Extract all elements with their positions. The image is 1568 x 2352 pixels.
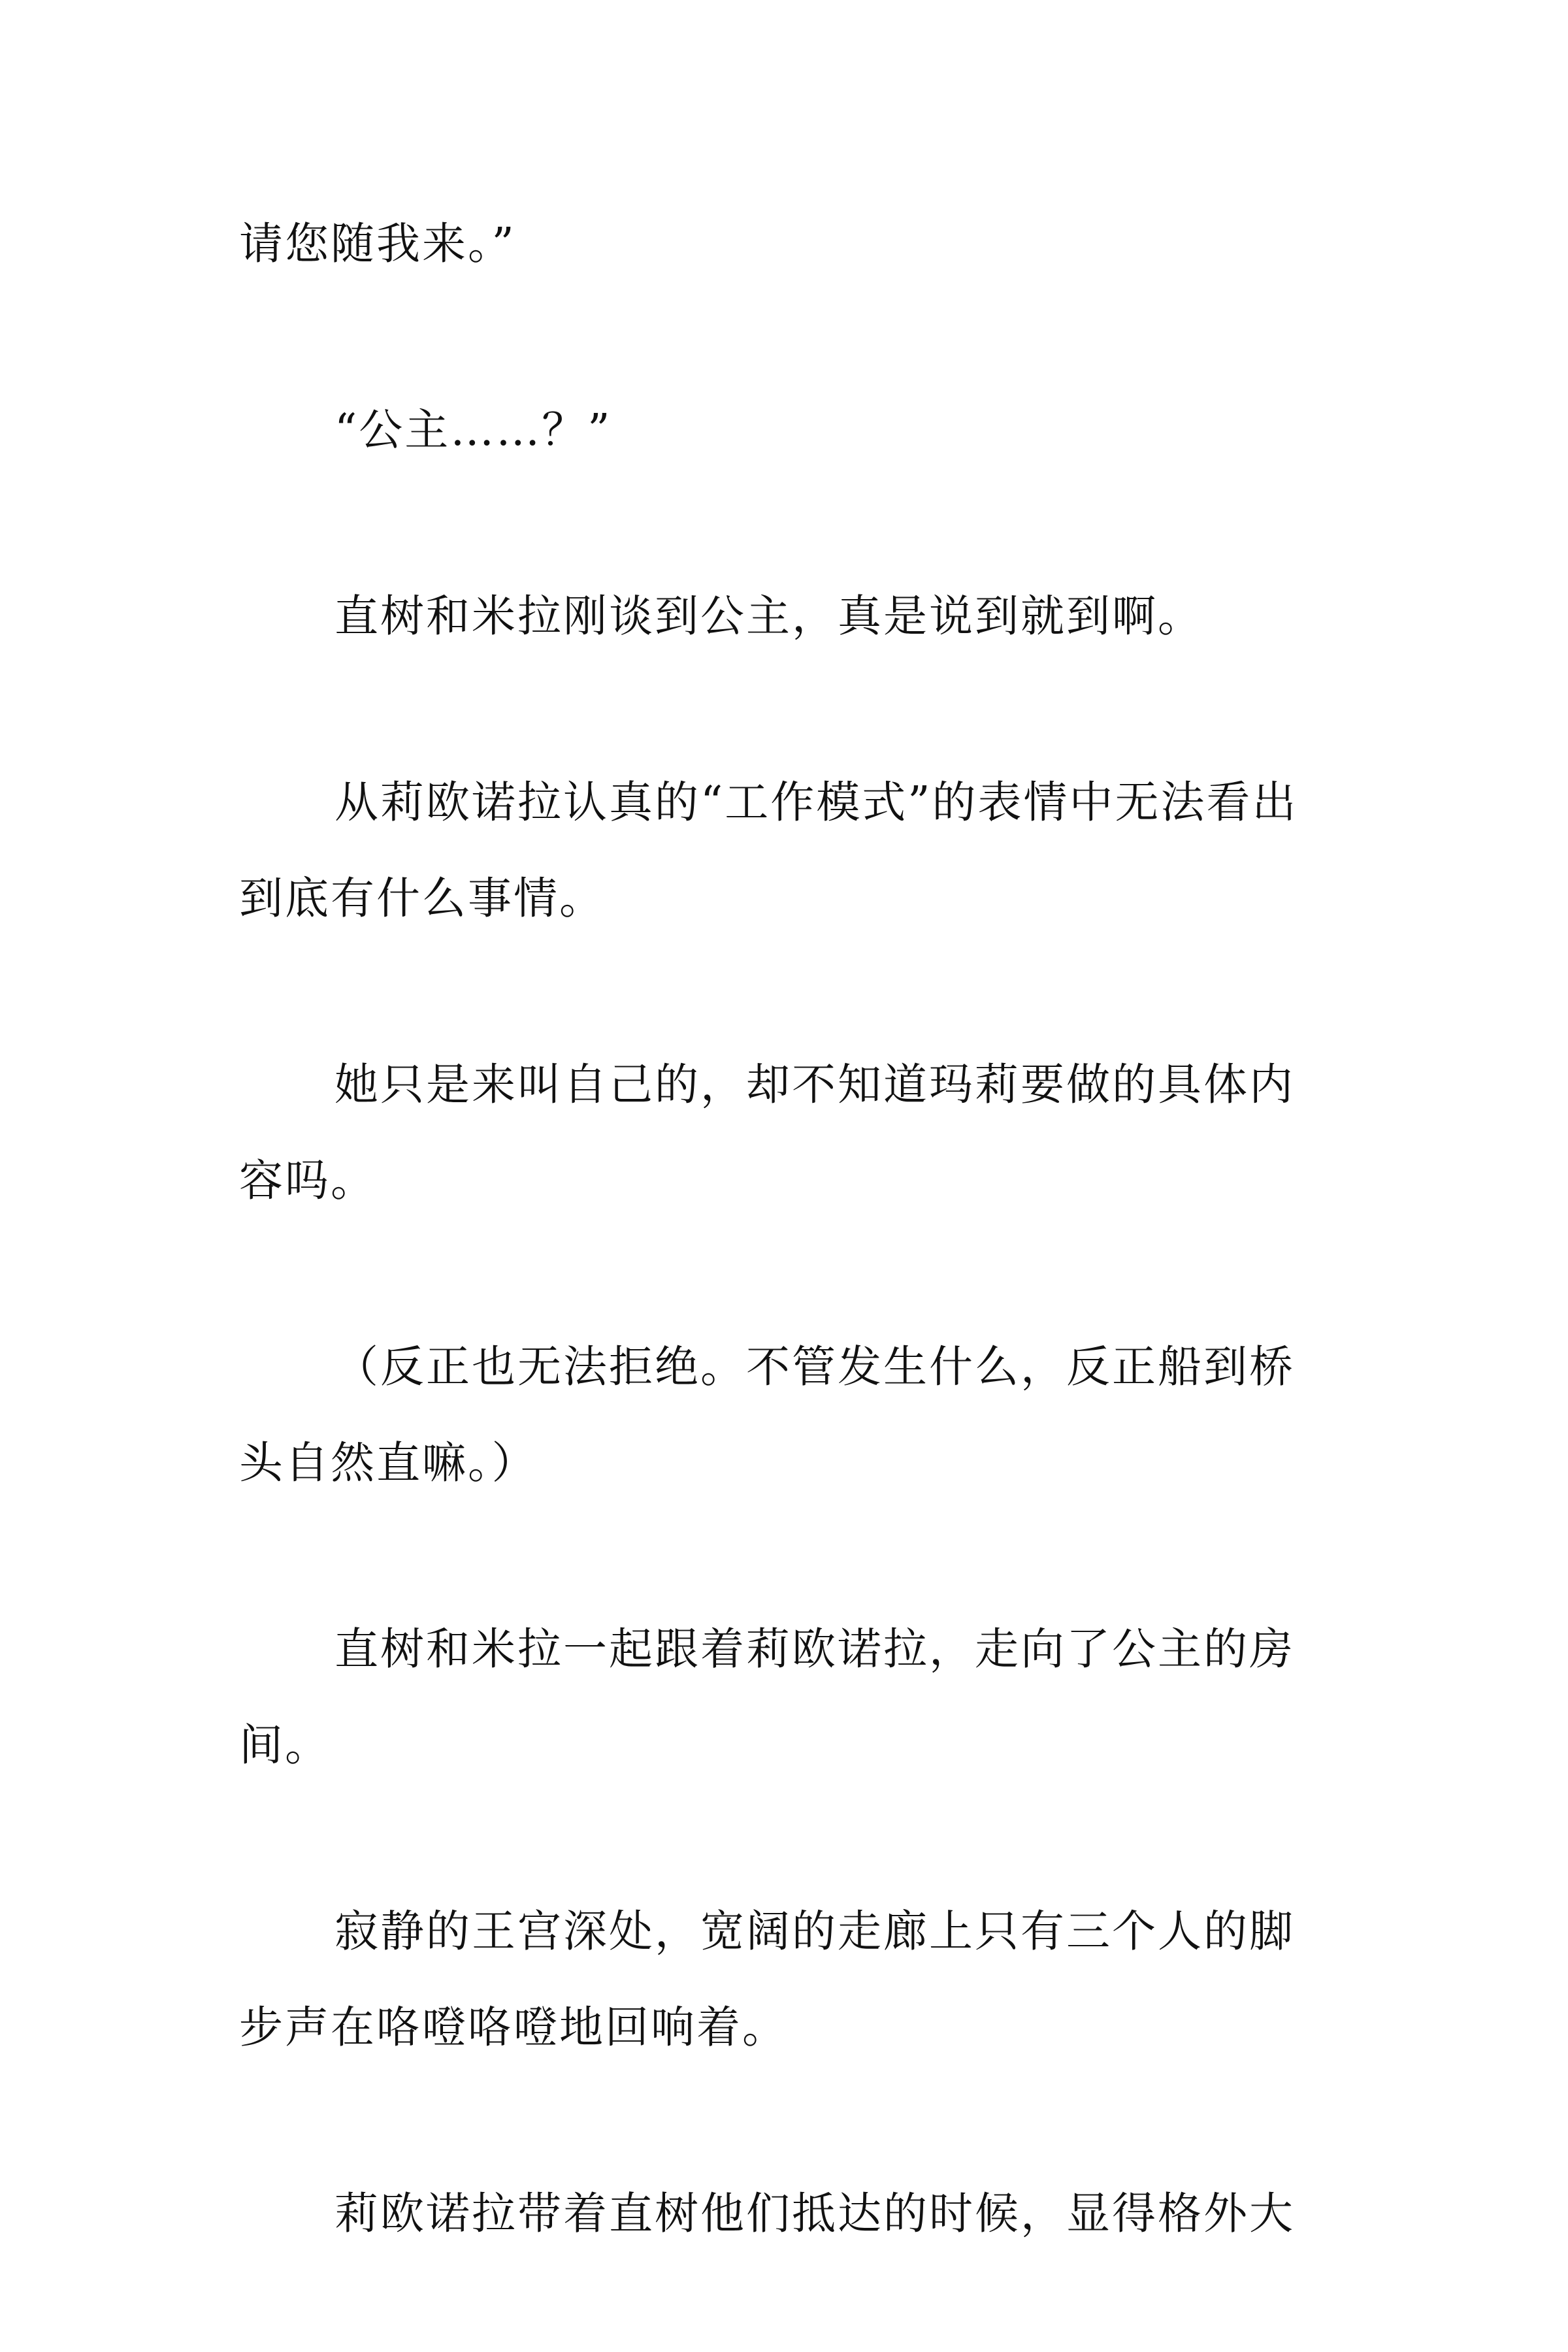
paragraph: 从莉欧诺拉认真的“工作模式”的表情中无法看出到底有什么事情。 [239, 777, 1298, 924]
paragraph-truncated: 莉欧诺拉带着直树他们抵达的时候，显得格外大 [335, 2188, 1295, 2239]
paragraph-inner-thought: （反正也无法拒绝。不管发生什么，反正船到桥头自然直嘛。） [239, 1341, 1295, 1488]
body-text [239, 196, 1337, 2352]
paragraph-continuation: 请您随我来。” [239, 218, 516, 269]
paragraph: 寂静的王宫深处，宽阔的走廊上只有三个人的脚步声在咯噔咯噔地回响着。 [239, 1906, 1295, 2053]
paragraph: 直树和米拉一起跟着莉欧诺拉，走向了公主的房间。 [239, 1624, 1295, 1771]
paragraph: 她只是来叫自己的，却不知道玛莉要做的具体内容吗。 [239, 1059, 1295, 1206]
paragraph-dialogue: “公主……？” [335, 404, 612, 455]
paragraph: 直树和米拉刚谈到公主，真是说到就到啊。 [335, 591, 1203, 642]
